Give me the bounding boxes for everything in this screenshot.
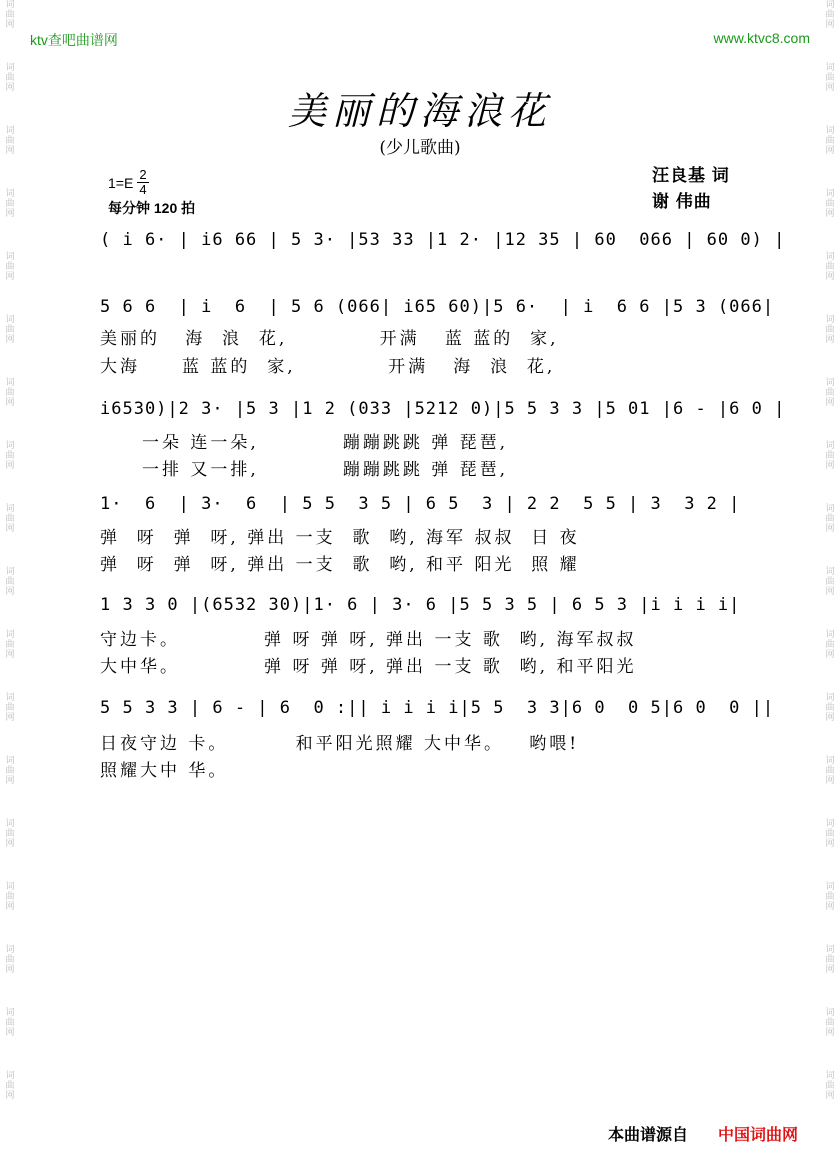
score-line-5-notes: 1 3 3 0 |(6532 30)|1· 6 | 3· 6 |5 5 3 5 | 6 5 3 |i i i i| — [100, 595, 741, 615]
song-title: 美丽的海浪花 — [287, 89, 552, 133]
side-watermark-text: 词 曲 网 — [5, 189, 15, 219]
side-watermark-text: 词 曲 网 — [825, 126, 835, 156]
side-watermark-text: 词 曲 网 — [825, 819, 835, 849]
lyricist-credit: 汪良基 词 — [652, 166, 730, 185]
score-line-2-notes: 5 6 6 | i 6 | 5 6 (066| i65 60)|5 6· | i 6 6 |5 3 (066| — [100, 297, 775, 317]
footer-site-link[interactable]: 中国词曲网 — [718, 1127, 799, 1144]
score-line-3-lyric-2: 一排 又一排, 蹦蹦跳跳 弹 琵琶, — [100, 460, 509, 480]
score-line-4-lyric-1: 弹 呀 弹 呀, 弹出 一支 歌 哟, 海军 叔叔 日 夜 — [100, 528, 580, 548]
side-watermark-text: 词 曲 网 — [5, 819, 15, 849]
side-watermark-text: 词 曲 网 — [825, 441, 835, 471]
score-line-4-notes: 1· 6 | 3· 6 | 5 5 3 5 | 6 5 3 | 2 2 5 5 | 3 3 2 | — [100, 494, 741, 514]
score-line-2-lyric-1: 美丽的 海 浪 花, 开满 蓝 蓝的 家, — [100, 329, 559, 349]
side-watermark-text: 词 曲 网 — [5, 567, 15, 597]
side-watermark-left — [2, 0, 18, 1169]
side-watermark-text: 词 曲 网 — [5, 126, 15, 156]
side-watermark-text: 词 曲 网 — [5, 882, 15, 912]
side-watermark-text: 词 曲 网 — [825, 882, 835, 912]
side-watermark-right — [822, 0, 838, 1169]
score-line-6-lyric-2: 照耀大中 华。 — [100, 761, 229, 781]
side-watermark-text: 词 曲 网 — [825, 1008, 835, 1038]
score-line-6-lyric-1: 日夜守边 卡。 和平阳光照耀 大中华。 哟喂! — [100, 734, 580, 754]
key-prefix: 1=E — [108, 174, 134, 191]
side-watermark-text: 词 曲 网 — [825, 567, 835, 597]
side-watermark-text: 词 曲 网 — [825, 630, 835, 660]
side-watermark-text: 词 曲 网 — [5, 630, 15, 660]
header-left-site[interactable]: ktv查吧曲谱网 — [30, 32, 118, 48]
side-watermark-text: 词 曲 网 — [5, 315, 15, 345]
side-watermark-text: 词 曲 网 — [825, 693, 835, 723]
side-watermark-text: 词 曲 网 — [5, 756, 15, 786]
side-watermark-text: 词 曲 网 — [5, 1071, 15, 1101]
score-line-4-lyric-2: 弹 呀 弹 呀, 弹出 一支 歌 哟, 和平 阳光 照 耀 — [100, 555, 580, 575]
side-watermark-text: 词 曲 网 — [825, 504, 835, 534]
side-watermark-text: 词 曲 网 — [5, 252, 15, 282]
side-watermark-text: 词 曲 网 — [825, 756, 835, 786]
side-watermark-text: 词 曲 网 — [5, 1008, 15, 1038]
footer-source-label: 本曲谱源自 — [608, 1127, 689, 1144]
key-signature — [108, 168, 149, 197]
side-watermark-text: 词 曲 网 — [825, 315, 835, 345]
time-denominator: 4 — [139, 182, 147, 197]
score-line-2-lyric-2: 大海 蓝 蓝的 家, 开满 海 浪 花, — [100, 357, 556, 377]
side-watermark-text: 词 曲 网 — [5, 945, 15, 975]
side-watermark-text: 词 曲 网 — [825, 378, 835, 408]
side-watermark-text: 词 曲 网 — [5, 63, 15, 93]
composer-credit: 谢 伟曲 — [652, 192, 712, 211]
song-subtitle: (少儿歌曲) — [379, 138, 461, 158]
score-line-5-lyric-1: 守边卡。 弹 呀 弹 呀, 弹出 一支 歌 哟, 海军叔叔 — [100, 630, 637, 650]
side-watermark-text: 词 曲 网 — [5, 441, 15, 471]
tempo-marking: 每分钟 120 拍 — [108, 200, 196, 216]
side-watermark-text: 词 曲 网 — [825, 945, 835, 975]
time-numerator: 2 — [139, 167, 147, 182]
time-signature — [137, 168, 148, 197]
side-watermark-text: 词 曲 网 — [5, 504, 15, 534]
side-watermark-text: 词 曲 网 — [825, 0, 835, 30]
score-line-5-lyric-2: 大中华。 弹 呀 弹 呀, 弹出 一支 歌 哟, 和平阳光 — [100, 657, 637, 677]
side-watermark-text: 词 曲 网 — [5, 693, 15, 723]
score-line-3-lyric-1: 一朵 连一朵, 蹦蹦跳跳 弹 琵琶, — [100, 433, 509, 453]
score-line-1-notes: ( i 6· | i6 66 | 5 3· |53 33 |1 2· |12 35 | 60 066 | 60 0) | — [100, 230, 786, 250]
side-watermark-text: 词 曲 网 — [825, 1071, 835, 1101]
header-right-url[interactable]: www.ktvc8.com — [713, 30, 810, 46]
score-line-6-notes: 5 5 3 3 | 6 - | 6 0 :|| i i i i|5 5 3 3|6 0 0 5|6 0 0 || — [100, 698, 775, 718]
side-watermark-text: 词 曲 网 — [5, 0, 15, 30]
side-watermark-text: 词 曲 网 — [825, 252, 835, 282]
side-watermark-text: 词 曲 网 — [825, 189, 835, 219]
side-watermark-text: 词 曲 网 — [825, 63, 835, 93]
score-line-3-notes: i6530)|2 3· |5 3 |1 2 (033 |5212 0)|5 5 3 3 |5 01 |6 - |6 0 | — [100, 399, 786, 419]
side-watermark-text: 词 曲 网 — [5, 378, 15, 408]
